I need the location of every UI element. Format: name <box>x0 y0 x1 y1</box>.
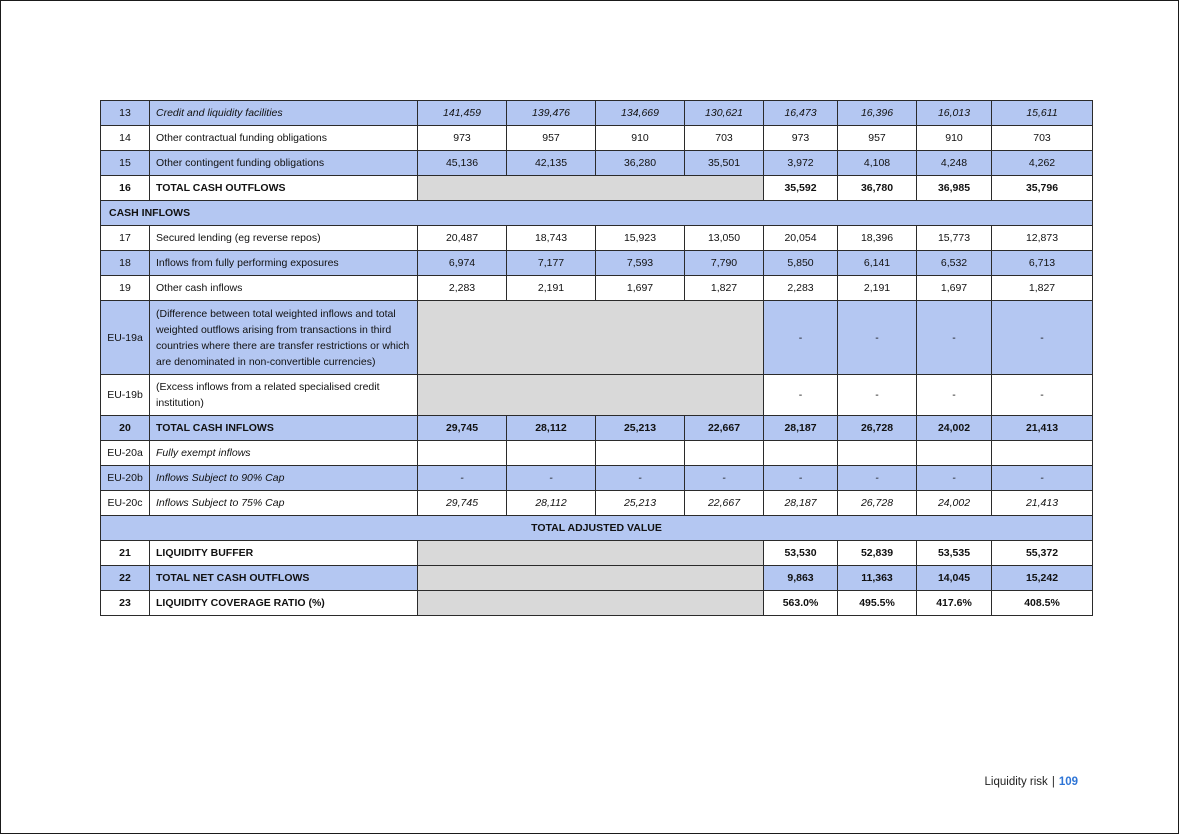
value-cell: 15,773 <box>917 226 992 251</box>
table-row <box>101 226 1093 251</box>
value-cell: 25,213 <box>596 491 685 516</box>
row-label: Other contingent funding obligations <box>150 151 418 176</box>
value-cell: 417.6% <box>917 591 992 616</box>
value-cell: - <box>917 301 992 375</box>
value-cell <box>596 441 685 466</box>
value-cell: 957 <box>507 126 596 151</box>
value-cell: 18,396 <box>838 226 917 251</box>
row-label: LIQUIDITY BUFFER <box>150 541 418 566</box>
value-cell <box>838 441 917 466</box>
row-label: TOTAL CASH INFLOWS <box>150 416 418 441</box>
row-label: Other contractual funding obligations <box>150 126 418 151</box>
value-cell: - <box>764 375 838 416</box>
value-cell: 2,191 <box>507 276 596 301</box>
value-cell: 36,985 <box>917 176 992 201</box>
value-cell: 15,923 <box>596 226 685 251</box>
value-cell: 408.5% <box>992 591 1093 616</box>
value-cell: 495.5% <box>838 591 917 616</box>
row-label: LIQUIDITY COVERAGE RATIO (%) <box>150 591 418 616</box>
value-cell: 7,790 <box>685 251 764 276</box>
inflows-rows <box>101 226 1093 516</box>
value-cell: 15,242 <box>992 566 1093 591</box>
value-cell: 14,045 <box>917 566 992 591</box>
value-cell: - <box>764 466 838 491</box>
row-number: 19 <box>101 276 150 301</box>
row-number: EU-19b <box>101 375 150 416</box>
row-number: 21 <box>101 541 150 566</box>
value-cell: - <box>507 466 596 491</box>
value-cell: 29,745 <box>418 416 507 441</box>
table-row <box>101 566 1093 591</box>
value-cell: 35,592 <box>764 176 838 201</box>
value-cell: 141,459 <box>418 101 507 126</box>
row-number: 13 <box>101 101 150 126</box>
value-cell: 24,002 <box>917 416 992 441</box>
shaded-cell <box>418 375 764 416</box>
table-row <box>101 375 1093 416</box>
value-cell: 9,863 <box>764 566 838 591</box>
value-cell: - <box>992 375 1093 416</box>
value-cell: 20,054 <box>764 226 838 251</box>
table-row <box>101 176 1093 201</box>
value-cell: 13,050 <box>685 226 764 251</box>
section-header-total-adjusted-value: TOTAL ADJUSTED VALUE <box>101 516 1093 541</box>
value-cell: 1,697 <box>917 276 992 301</box>
value-cell <box>917 441 992 466</box>
value-cell: 139,476 <box>507 101 596 126</box>
row-number: 20 <box>101 416 150 441</box>
row-label: Inflows Subject to 75% Cap <box>150 491 418 516</box>
value-cell: 29,745 <box>418 491 507 516</box>
value-cell: 4,262 <box>992 151 1093 176</box>
table-row <box>101 416 1093 441</box>
table-row <box>101 276 1093 301</box>
row-label: Other cash inflows <box>150 276 418 301</box>
value-cell: 134,669 <box>596 101 685 126</box>
value-cell: 16,013 <box>917 101 992 126</box>
value-cell: 563.0% <box>764 591 838 616</box>
shaded-cell <box>418 301 764 375</box>
value-cell: 3,972 <box>764 151 838 176</box>
value-cell: 22,667 <box>685 416 764 441</box>
value-cell: 11,363 <box>838 566 917 591</box>
row-number: 22 <box>101 566 150 591</box>
shaded-cell <box>418 566 764 591</box>
row-label: TOTAL CASH OUTFLOWS <box>150 176 418 201</box>
value-cell: 25,213 <box>596 416 685 441</box>
outflows-rows <box>101 101 1093 201</box>
table-row <box>101 151 1093 176</box>
value-cell: 130,621 <box>685 101 764 126</box>
value-cell: - <box>992 466 1093 491</box>
value-cell: - <box>838 375 917 416</box>
value-cell: 26,728 <box>838 416 917 441</box>
value-cell: 36,780 <box>838 176 917 201</box>
value-cell: 973 <box>764 126 838 151</box>
table-row <box>101 591 1093 616</box>
value-cell <box>764 441 838 466</box>
value-cell: 22,667 <box>685 491 764 516</box>
value-cell: 15,611 <box>992 101 1093 126</box>
value-cell: 2,283 <box>764 276 838 301</box>
footer-section-title: Liquidity risk <box>984 776 1048 788</box>
value-cell: - <box>596 466 685 491</box>
value-cell: 53,530 <box>764 541 838 566</box>
value-cell: - <box>917 375 992 416</box>
shaded-cell <box>418 541 764 566</box>
row-label: Credit and liquidity facilities <box>150 101 418 126</box>
value-cell: 6,974 <box>418 251 507 276</box>
value-cell: 6,141 <box>838 251 917 276</box>
table-row <box>101 301 1093 375</box>
shaded-cell <box>418 176 764 201</box>
adjusted-rows <box>101 541 1093 616</box>
row-number: EU-20c <box>101 491 150 516</box>
value-cell: 53,535 <box>917 541 992 566</box>
row-number: EU-20a <box>101 441 150 466</box>
footer-separator: | <box>1051 776 1055 788</box>
table-row <box>101 491 1093 516</box>
value-cell: 957 <box>838 126 917 151</box>
row-label: (Difference between total weighted inflows and total weighted outflows arising from transactions in third countries where there are transfer restrictions or which are denominated in non-convertible currencies) <box>150 301 418 375</box>
value-cell: 18,743 <box>507 226 596 251</box>
row-number: EU-19a <box>101 301 150 375</box>
value-cell: 45,136 <box>418 151 507 176</box>
value-cell: 973 <box>418 126 507 151</box>
row-label: Secured lending (eg reverse repos) <box>150 226 418 251</box>
value-cell: 1,827 <box>992 276 1093 301</box>
table-row <box>101 101 1093 126</box>
value-cell: 28,187 <box>764 416 838 441</box>
value-cell: - <box>838 466 917 491</box>
value-cell: - <box>992 301 1093 375</box>
value-cell <box>507 441 596 466</box>
value-cell: 6,532 <box>917 251 992 276</box>
value-cell: 2,191 <box>838 276 917 301</box>
value-cell: 28,112 <box>507 416 596 441</box>
table-row <box>101 126 1093 151</box>
value-cell <box>992 441 1093 466</box>
row-number: 15 <box>101 151 150 176</box>
value-cell: - <box>685 466 764 491</box>
row-label: Inflows Subject to 90% Cap <box>150 466 418 491</box>
lcr-table <box>100 100 1093 616</box>
value-cell: 7,177 <box>507 251 596 276</box>
value-cell: 16,473 <box>764 101 838 126</box>
value-cell: - <box>838 301 917 375</box>
row-number: 23 <box>101 591 150 616</box>
value-cell: 1,827 <box>685 276 764 301</box>
value-cell: 20,487 <box>418 226 507 251</box>
value-cell: 26,728 <box>838 491 917 516</box>
row-number: 16 <box>101 176 150 201</box>
value-cell <box>418 441 507 466</box>
value-cell: 36,280 <box>596 151 685 176</box>
shaded-cell <box>418 591 764 616</box>
value-cell <box>685 441 764 466</box>
row-label: TOTAL NET CASH OUTFLOWS <box>150 566 418 591</box>
value-cell: 52,839 <box>838 541 917 566</box>
page-number: 109 <box>1058 776 1078 788</box>
value-cell: 35,501 <box>685 151 764 176</box>
value-cell: - <box>764 301 838 375</box>
value-cell: 55,372 <box>992 541 1093 566</box>
value-cell: 703 <box>685 126 764 151</box>
value-cell: 703 <box>992 126 1093 151</box>
table-row <box>101 251 1093 276</box>
table-row <box>101 541 1093 566</box>
value-cell: 7,593 <box>596 251 685 276</box>
row-number: 17 <box>101 226 150 251</box>
page-footer <box>985 776 1078 788</box>
table-row <box>101 441 1093 466</box>
row-number: 14 <box>101 126 150 151</box>
value-cell: 2,283 <box>418 276 507 301</box>
value-cell: 12,873 <box>992 226 1093 251</box>
value-cell: - <box>917 466 992 491</box>
value-cell: 5,850 <box>764 251 838 276</box>
row-number: EU-20b <box>101 466 150 491</box>
row-label: Fully exempt inflows <box>150 441 418 466</box>
value-cell: 24,002 <box>917 491 992 516</box>
value-cell: 16,396 <box>838 101 917 126</box>
value-cell: 4,248 <box>917 151 992 176</box>
value-cell: 21,413 <box>992 416 1093 441</box>
row-number: 18 <box>101 251 150 276</box>
value-cell: 4,108 <box>838 151 917 176</box>
table-row <box>101 466 1093 491</box>
value-cell: 42,135 <box>507 151 596 176</box>
adjusted-section <box>101 516 1093 541</box>
value-cell: 35,796 <box>992 176 1093 201</box>
value-cell: 910 <box>917 126 992 151</box>
value-cell: 28,187 <box>764 491 838 516</box>
inflows-section <box>101 201 1093 226</box>
value-cell: - <box>418 466 507 491</box>
value-cell: 28,112 <box>507 491 596 516</box>
row-label: Inflows from fully performing exposures <box>150 251 418 276</box>
value-cell: 21,413 <box>992 491 1093 516</box>
value-cell: 910 <box>596 126 685 151</box>
value-cell: 1,697 <box>596 276 685 301</box>
value-cell: 6,713 <box>992 251 1093 276</box>
section-header-cash-inflows: CASH INFLOWS <box>101 201 1093 226</box>
row-label: (Excess inflows from a related specialised credit institution) <box>150 375 418 416</box>
